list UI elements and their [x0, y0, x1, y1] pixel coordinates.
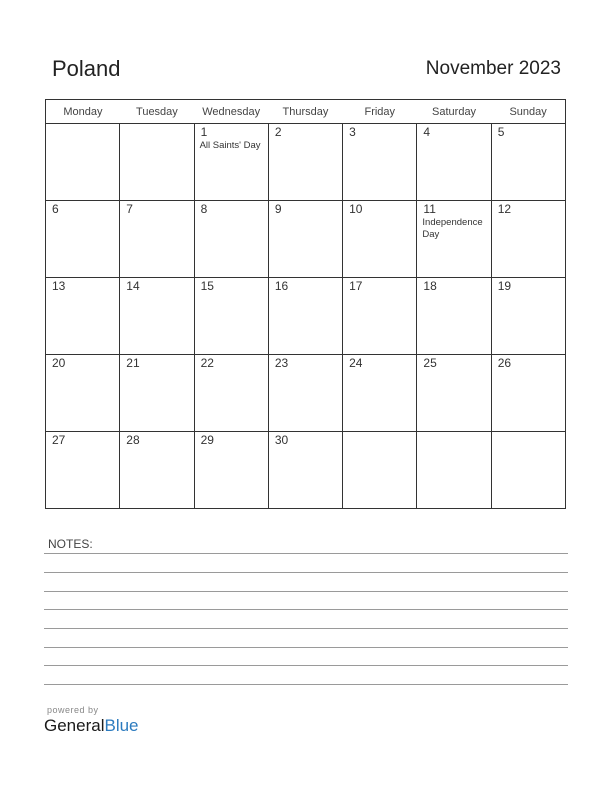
week-row: [46, 124, 566, 201]
weekday-wednesday: Wednesday: [194, 100, 268, 124]
day-cell: [46, 278, 120, 355]
week-row: [46, 278, 566, 355]
day-number: 6: [52, 202, 59, 216]
day-cell: [194, 355, 268, 432]
day-cell: [268, 124, 342, 201]
day-number: 19: [497, 279, 512, 293]
notes-line: [44, 684, 568, 685]
day-cell: [46, 355, 120, 432]
day-cell: [120, 355, 194, 432]
day-cell: [491, 432, 565, 509]
day-number: 15: [200, 279, 214, 293]
day-cell: [46, 432, 120, 509]
day-cell: [417, 432, 491, 509]
logo-blue: Blue: [104, 716, 139, 735]
day-number: 11: [423, 202, 436, 216]
day-cell: [343, 355, 417, 432]
week-row: [46, 201, 566, 278]
day-cell: [120, 201, 194, 278]
day-cell: [417, 355, 491, 432]
day-cell: [343, 278, 417, 355]
day-cell: [491, 278, 565, 355]
country-title: Poland: [52, 56, 121, 81]
day-cell: [120, 124, 194, 201]
day-cell: [120, 278, 194, 355]
day-number: 1: [200, 125, 208, 139]
day-number: 23: [274, 356, 289, 370]
day-number: 28: [126, 433, 140, 447]
month-year-title: November 2023: [425, 58, 561, 79]
day-number: 16: [274, 279, 289, 293]
powered-by-text: powered by: [47, 705, 99, 715]
day-cell: [268, 432, 342, 509]
day-cell: [491, 124, 565, 201]
notes-line: [44, 647, 568, 648]
day-number: 22: [200, 356, 214, 370]
day-number: 9: [274, 202, 282, 216]
notes-line: [44, 553, 568, 554]
day-number: 21: [126, 356, 140, 370]
day-cell: [343, 201, 417, 278]
day-cell: [343, 124, 417, 201]
day-cell: [268, 278, 342, 355]
notes-label: NOTES:: [48, 537, 93, 551]
weekday-thursday: Thursday: [268, 100, 342, 124]
notes-line: [44, 591, 568, 592]
generalblue-logo: [44, 716, 139, 736]
day-number: 5: [497, 125, 505, 139]
day-cell: [417, 201, 491, 278]
day-cell: [491, 355, 565, 432]
day-number: 13: [52, 279, 66, 293]
calendar-grid: [45, 99, 566, 509]
day-number: 18: [423, 279, 437, 293]
day-number: 8: [200, 202, 208, 216]
day-cell: [343, 432, 417, 509]
day-cell: [120, 432, 194, 509]
day-number: 2: [274, 125, 282, 139]
day-number: 25: [423, 356, 437, 370]
day-number: 27: [52, 433, 66, 447]
day-number: 12: [497, 202, 512, 216]
day-number: 29: [200, 433, 214, 447]
week-row: [46, 432, 566, 509]
notes-line: [44, 628, 568, 629]
weekday-friday: Friday: [343, 100, 417, 124]
day-number: 20: [52, 356, 66, 370]
day-cell: [417, 278, 491, 355]
notes-line: [44, 665, 568, 666]
day-cell: [417, 124, 491, 201]
day-number: 14: [126, 279, 140, 293]
day-number: 17: [349, 279, 363, 293]
day-cell: [194, 201, 268, 278]
logo-general: General: [44, 716, 105, 735]
weekday-monday: Monday: [46, 100, 120, 124]
day-number: 4: [423, 125, 431, 139]
weekday-saturday: Saturday: [417, 100, 491, 124]
notes-line: [44, 572, 568, 573]
weekday-sunday: Sunday: [491, 100, 565, 124]
day-number: 30: [274, 433, 289, 447]
notes-line: [44, 609, 568, 610]
day-cell: [268, 355, 342, 432]
day-number: 24: [349, 356, 363, 370]
weekday-tuesday: Tuesday: [120, 100, 194, 124]
day-cell: [46, 201, 120, 278]
day-number: 7: [126, 202, 133, 216]
day-cell: [268, 201, 342, 278]
day-cell: [194, 124, 268, 201]
holiday-label: Independence Day: [422, 217, 483, 240]
day-cell: [194, 278, 268, 355]
day-cell: [46, 124, 120, 201]
day-number: 3: [349, 125, 356, 139]
holiday-label: All Saints' Day: [199, 140, 261, 151]
day-number: 10: [349, 202, 363, 216]
week-row: [46, 355, 566, 432]
day-cell: [194, 432, 268, 509]
weekday-header-row: [46, 100, 566, 124]
day-number: 26: [497, 356, 512, 370]
day-cell: [491, 201, 565, 278]
